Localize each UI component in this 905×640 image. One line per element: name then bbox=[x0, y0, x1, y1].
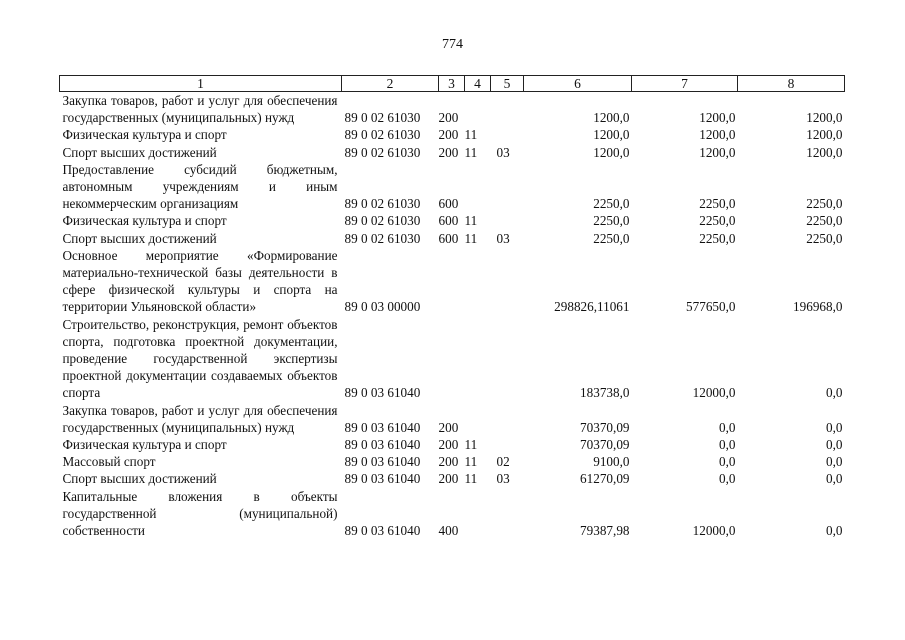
row-value-col8: 0,0 bbox=[826, 471, 843, 487]
row-section bbox=[465, 316, 491, 402]
row-value-col6: 298826,11061 bbox=[554, 299, 630, 315]
row-expense-type: 200 bbox=[438, 454, 459, 470]
table-row bbox=[60, 161, 845, 213]
budget-table bbox=[59, 75, 845, 539]
row-code: 89 0 03 61040 bbox=[344, 454, 421, 470]
table-row bbox=[60, 402, 845, 436]
row-value-col6: 1200,0 bbox=[593, 110, 630, 126]
row-value-col7: 2250,0 bbox=[699, 196, 736, 212]
row-code: 89 0 03 61040 bbox=[344, 523, 421, 539]
row-subsection: 02 bbox=[496, 454, 510, 470]
row-value-col6: 2250,0 bbox=[593, 196, 630, 212]
row-value-col6: 1200,0 bbox=[593, 127, 630, 143]
row-subsection: 03 bbox=[496, 144, 510, 160]
row-code: 89 0 03 61040 bbox=[344, 419, 421, 435]
table-row bbox=[60, 92, 845, 127]
row-section bbox=[465, 247, 491, 316]
row-value-col7: 12000,0 bbox=[692, 385, 736, 401]
row-subsection: 03 bbox=[496, 230, 510, 246]
row-value-col6: 79387,98 bbox=[580, 523, 630, 539]
row-subsection bbox=[491, 212, 524, 229]
row-subsection bbox=[491, 126, 524, 143]
header-col-1: 1 bbox=[60, 76, 342, 92]
row-value-col7: 0,0 bbox=[719, 454, 736, 470]
row-code: 89 0 02 61030 bbox=[344, 230, 421, 246]
row-value-col7: 1200,0 bbox=[699, 144, 736, 160]
table-row bbox=[60, 212, 845, 229]
table-row bbox=[60, 488, 845, 540]
row-expense-type: 400 bbox=[438, 523, 459, 539]
row-value-col8: 2250,0 bbox=[806, 213, 843, 229]
row-value-col8: 1200,0 bbox=[806, 127, 843, 143]
row-value-col7: 0,0 bbox=[719, 437, 736, 453]
row-name: Массовый спорт bbox=[62, 454, 156, 470]
row-name: Закупка товаров, работ и услуг для обеспечения государственных (муниципальных) нужд bbox=[62, 93, 338, 126]
row-value-col6: 61270,09 bbox=[580, 471, 630, 487]
row-subsection bbox=[491, 247, 524, 316]
row-section: 11 bbox=[464, 230, 478, 246]
row-code: 89 0 02 61030 bbox=[344, 127, 421, 143]
row-expense-type: 200 bbox=[438, 127, 459, 143]
row-code: 89 0 03 61040 bbox=[344, 471, 421, 487]
row-value-col8: 1200,0 bbox=[806, 110, 843, 126]
header-col-5: 5 bbox=[491, 76, 524, 92]
row-code: 89 0 03 61040 bbox=[344, 385, 421, 401]
row-value-col7: 12000,0 bbox=[692, 523, 736, 539]
row-code: 89 0 02 61030 bbox=[344, 213, 421, 229]
row-value-col8: 0,0 bbox=[826, 437, 843, 453]
row-section: 11 bbox=[464, 144, 478, 160]
row-name: Основное мероприятие «Формирование материально-технической базы деятельности в сфере физической культуры и спорта на территории Ульяновской области» bbox=[62, 247, 338, 315]
row-value-col8: 0,0 bbox=[826, 419, 843, 435]
row-name: Закупка товаров, работ и услуг для обеспечения государственных (муниципальных) нужд bbox=[62, 402, 338, 435]
row-value-col6: 9100,0 bbox=[593, 454, 630, 470]
row-expense-type: 600 bbox=[438, 230, 459, 246]
row-expense-type: 600 bbox=[438, 196, 459, 212]
row-code: 89 0 02 61030 bbox=[344, 196, 421, 212]
header-row bbox=[60, 76, 845, 92]
table-row bbox=[60, 470, 845, 487]
row-subsection bbox=[491, 488, 524, 540]
row-expense-type: 600 bbox=[438, 213, 459, 229]
row-value-col6: 70370,09 bbox=[580, 437, 630, 453]
table-row bbox=[60, 144, 845, 161]
row-value-col6: 183738,0 bbox=[580, 385, 630, 401]
table-row bbox=[60, 316, 845, 402]
row-name: Спорт высших достижений bbox=[62, 471, 217, 487]
row-name: Капитальные вложения в объекты государственной (муниципальной) собственности bbox=[62, 488, 338, 539]
row-section bbox=[465, 92, 491, 127]
header-col-6: 6 bbox=[524, 76, 632, 92]
row-name: Спорт высших достижений bbox=[62, 144, 217, 160]
row-expense-type: 200 bbox=[438, 144, 459, 160]
row-expense-type: 200 bbox=[438, 419, 459, 435]
row-value-col6: 2250,0 bbox=[593, 230, 630, 246]
header-col-4: 4 bbox=[465, 76, 491, 92]
page-number: 774 bbox=[442, 37, 463, 52]
row-value-col7: 0,0 bbox=[719, 419, 736, 435]
row-expense-type: 200 bbox=[438, 471, 459, 487]
table-body bbox=[60, 92, 845, 540]
row-section: 11 bbox=[464, 471, 478, 487]
header-col-8: 8 bbox=[738, 76, 845, 92]
row-section: 11 bbox=[464, 127, 478, 143]
row-expense-type: 200 bbox=[438, 110, 459, 126]
row-value-col8: 2250,0 bbox=[806, 196, 843, 212]
row-expense-type: 200 bbox=[438, 437, 459, 453]
row-section bbox=[465, 402, 491, 436]
row-value-col8: 0,0 bbox=[826, 385, 843, 401]
row-subsection bbox=[491, 92, 524, 127]
header-col-3: 3 bbox=[439, 76, 465, 92]
row-value-col8: 196968,0 bbox=[793, 299, 843, 315]
row-name: Физическая культура и спорт bbox=[62, 127, 227, 143]
row-value-col8: 2250,0 bbox=[806, 230, 843, 246]
row-section bbox=[465, 488, 491, 540]
row-value-col6: 2250,0 bbox=[593, 213, 630, 229]
table-row bbox=[60, 453, 845, 470]
row-section: 11 bbox=[464, 437, 478, 453]
row-name: Предоставление субсидий бюджетным, автономным учреждениям и иным некоммерческим организациям bbox=[62, 161, 338, 212]
row-subsection bbox=[491, 436, 524, 453]
row-code: 89 0 02 61030 bbox=[344, 144, 421, 160]
row-value-col8: 0,0 bbox=[826, 454, 843, 470]
row-code: 89 0 03 61040 bbox=[344, 437, 421, 453]
row-value-col6: 1200,0 bbox=[593, 144, 630, 160]
row-section bbox=[465, 161, 491, 213]
table-row bbox=[60, 230, 845, 247]
row-expense-type bbox=[439, 316, 465, 402]
row-name: Физическая культура и спорт bbox=[62, 437, 227, 453]
header-col-2: 2 bbox=[342, 76, 439, 92]
table-row bbox=[60, 126, 845, 143]
row-value-col7: 2250,0 bbox=[699, 213, 736, 229]
header-col-7: 7 bbox=[632, 76, 738, 92]
table-row bbox=[60, 247, 845, 316]
table-header bbox=[60, 76, 845, 92]
row-expense-type bbox=[439, 247, 465, 316]
row-code: 89 0 03 00000 bbox=[344, 299, 421, 315]
row-subsection bbox=[491, 161, 524, 213]
row-value-col6: 70370,09 bbox=[580, 419, 630, 435]
row-value-col8: 1200,0 bbox=[806, 144, 843, 160]
row-section: 11 bbox=[464, 454, 478, 470]
row-value-col7: 1200,0 bbox=[699, 127, 736, 143]
row-name: Строительство, реконструкция, ремонт объектов спорта, подготовка проектной документации, проведение государственной экспертизы проектной документации создаваемых объектов спорта bbox=[62, 316, 338, 401]
table-row bbox=[60, 436, 845, 453]
row-value-col7: 0,0 bbox=[719, 471, 736, 487]
row-value-col7: 577650,0 bbox=[686, 299, 736, 315]
row-subsection: 03 bbox=[496, 471, 510, 487]
row-subsection bbox=[491, 402, 524, 436]
row-section: 11 bbox=[464, 213, 478, 229]
row-name: Спорт высших достижений bbox=[62, 230, 217, 246]
row-subsection bbox=[491, 316, 524, 402]
row-name: Физическая культура и спорт bbox=[62, 213, 227, 229]
row-code: 89 0 02 61030 bbox=[344, 110, 421, 126]
row-value-col7: 2250,0 bbox=[699, 230, 736, 246]
row-value-col7: 1200,0 bbox=[699, 110, 736, 126]
row-value-col8: 0,0 bbox=[826, 523, 843, 539]
